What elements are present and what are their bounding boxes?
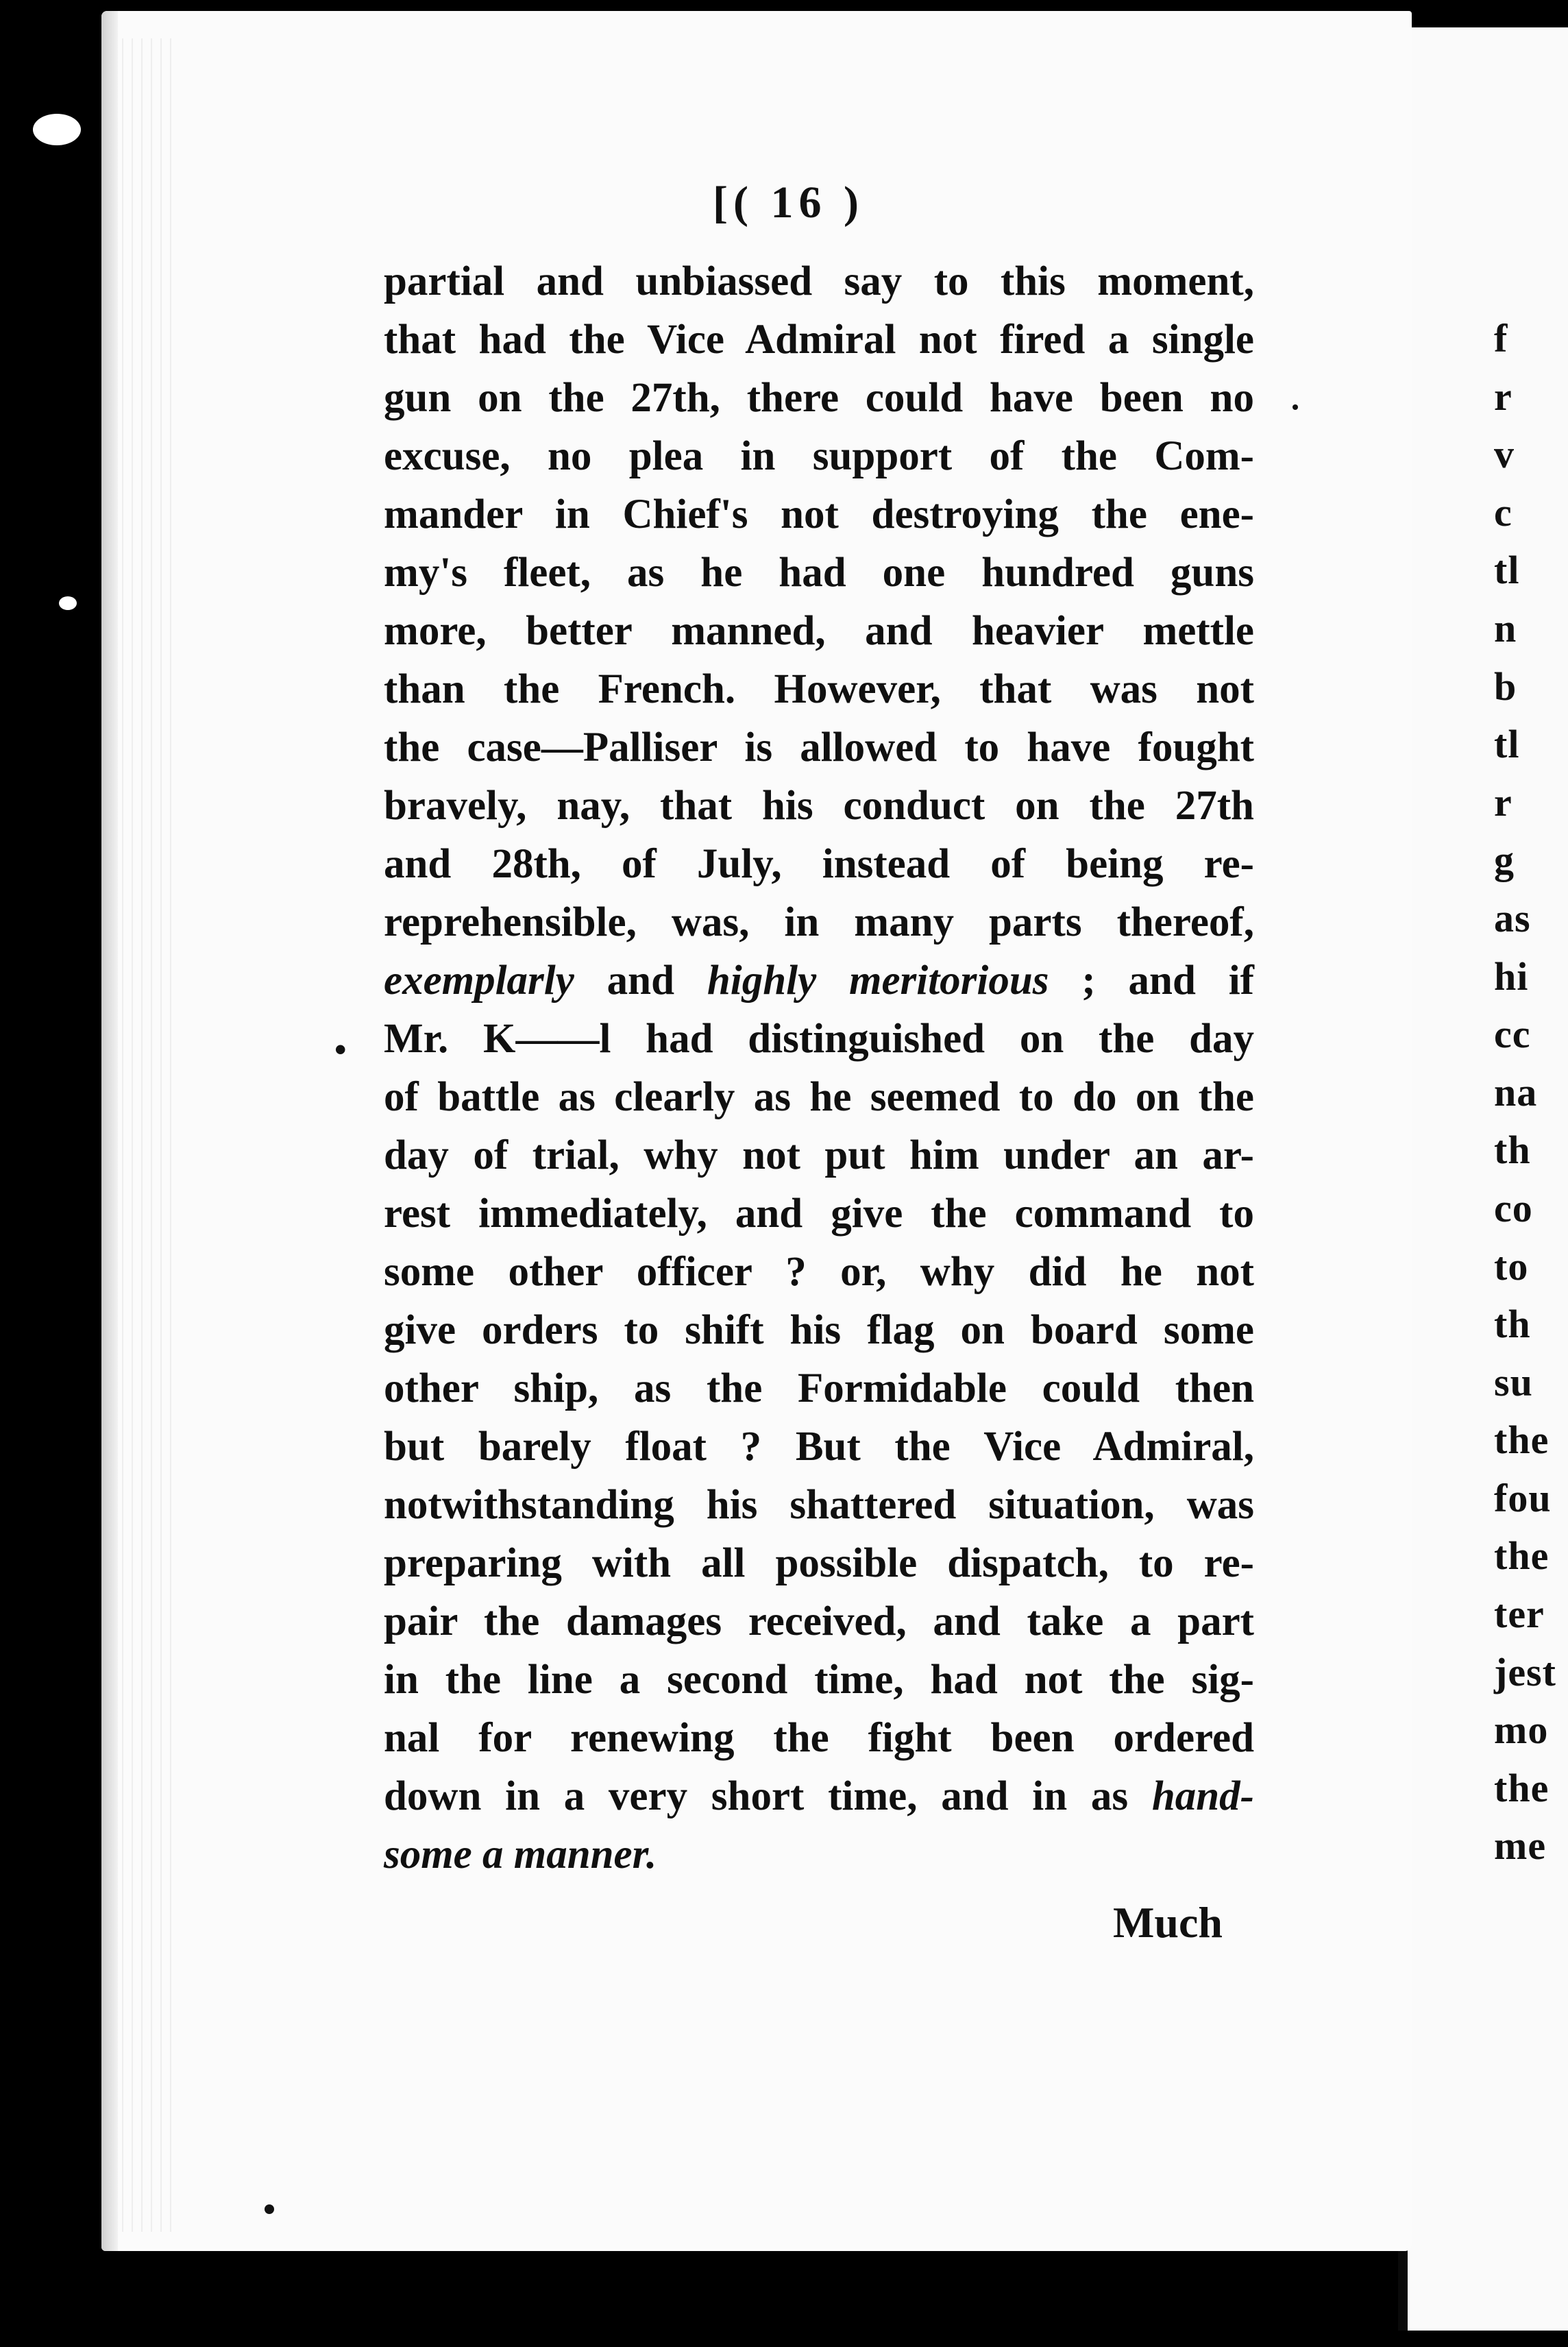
text-segment: than the French. However, that was not <box>384 666 1254 712</box>
text-line <box>384 1010 1254 1068</box>
facing-fragment: n <box>1494 605 1517 650</box>
text-segment: mander in Chief's not destroying the ene- <box>384 491 1254 537</box>
text-line <box>384 1767 1254 1825</box>
text-segment: give orders to shift his flag on board some <box>384 1307 1254 1353</box>
text-segment: gun on the 27th, there could have been no <box>384 375 1254 421</box>
facing-fragment: th <box>1494 1128 1531 1173</box>
text-segment: Mr. K——l had distinguished on the day <box>384 1016 1254 1062</box>
text-segment: and <box>574 958 707 1004</box>
text-segment: excuse, no plea in support of the Com- <box>384 433 1254 479</box>
ink-dot <box>265 2204 274 2214</box>
text-segment: but barely float ? But the Vice Admiral, <box>384 1424 1254 1470</box>
text-line <box>384 718 1254 777</box>
italic-text: exemplarly <box>384 958 574 1004</box>
text-line <box>384 252 1254 311</box>
margin-mark: • <box>334 1030 347 1069</box>
facing-fragment: cc <box>1494 1012 1531 1057</box>
facing-fragment: jest <box>1494 1649 1556 1694</box>
facing-fragment: ter <box>1494 1592 1545 1637</box>
text-segment: that had the Vice Admiral not fired a single <box>384 317 1254 363</box>
text-segment: day of trial, why not put him under an ar- <box>384 1132 1254 1178</box>
ink-dot <box>1293 404 1298 410</box>
text-segment: and 28th, of July, instead of being re- <box>384 841 1254 887</box>
text-segment: other ship, as the Formidable could then <box>384 1365 1254 1411</box>
text-segment: my's fleet, as he had one hundred guns <box>384 550 1254 596</box>
facing-fragment: r <box>1494 374 1512 419</box>
text-segment: reprehensible, was, in many parts thereof, <box>384 899 1254 945</box>
facing-fragment: r <box>1494 779 1512 825</box>
text-line <box>384 1592 1254 1651</box>
text-segment: bravely, nay, that his conduct on the 27th <box>384 783 1254 829</box>
facing-fragment: the <box>1494 1765 1549 1810</box>
text-segment: preparing with all possible dispatch, to re- <box>384 1540 1254 1586</box>
text-line <box>384 602 1254 660</box>
text-segment: more, better manned, and heavier mettle <box>384 608 1254 654</box>
facing-fragment: the <box>1494 1418 1549 1463</box>
text-segment: the case—Palliser is allowed to have fought <box>384 725 1254 770</box>
text-line <box>384 544 1254 602</box>
text-line <box>384 311 1254 369</box>
text-line <box>384 1651 1254 1709</box>
text-segment: down in a very short time, and in as <box>384 1773 1152 1819</box>
facing-fragment: the <box>1494 1533 1549 1579</box>
facing-fragment: b <box>1494 664 1517 709</box>
text-line <box>384 1243 1254 1301</box>
text-line <box>384 660 1254 718</box>
facing-fragment: me <box>1494 1823 1547 1869</box>
text-line <box>384 1184 1254 1243</box>
italic-text: highly meritorious <box>707 958 1049 1004</box>
facing-fragment: fou <box>1494 1475 1552 1520</box>
facing-fragment: co <box>1494 1185 1533 1230</box>
text-line <box>384 369 1254 427</box>
text-line <box>384 1476 1254 1534</box>
text-segment: in the line a second time, had not the sig- <box>384 1657 1254 1703</box>
text-line <box>384 951 1254 1010</box>
text-segment: of battle as clearly as he seemed to do on the <box>384 1074 1254 1120</box>
text-line <box>384 1709 1254 1767</box>
facing-page-fragments <box>1494 310 1568 1875</box>
italic-text: hand- <box>1151 1773 1254 1819</box>
page-number-header: [( 16 ) <box>713 178 864 228</box>
facing-fragment: g <box>1494 838 1515 883</box>
text-line <box>384 1534 1254 1592</box>
text-segment: some other officer ? or, why did he not <box>384 1249 1254 1295</box>
text-line <box>384 1825 1254 1884</box>
facing-fragment: v <box>1494 432 1515 477</box>
facing-fragment: f <box>1494 316 1508 361</box>
paper-speck <box>33 114 81 145</box>
text-line <box>384 1418 1254 1476</box>
facing-fragment: tl <box>1494 548 1520 593</box>
text-segment: nal for renewing the fight been ordered <box>384 1715 1254 1761</box>
italic-text: some a manner. <box>384 1832 657 1877</box>
text-line <box>384 485 1254 544</box>
paper-speck <box>59 596 77 610</box>
page-edge-shadow <box>101 11 118 2251</box>
body-text <box>384 252 1254 1884</box>
text-line <box>384 1359 1254 1418</box>
text-segment: rest immediately, and give the command to <box>384 1191 1254 1237</box>
facing-fragment: th <box>1494 1302 1531 1347</box>
catchword: Much <box>1113 1898 1223 1947</box>
facing-fragment: su <box>1494 1359 1533 1404</box>
text-segment: notwithstanding his shattered situation, was <box>384 1482 1254 1528</box>
facing-fragment: c <box>1494 489 1512 535</box>
gutter-texture <box>122 38 177 2232</box>
facing-fragment: to <box>1494 1243 1529 1289</box>
text-line <box>384 1126 1254 1184</box>
text-line <box>384 427 1254 485</box>
text-line <box>384 1301 1254 1359</box>
text-line <box>384 835 1254 893</box>
facing-fragment: tl <box>1494 722 1520 767</box>
text-segment: ; and if <box>1049 958 1254 1004</box>
facing-fragment: hi <box>1494 953 1529 999</box>
text-segment: partial and unbiassed say to this moment, <box>384 258 1254 304</box>
text-line <box>384 893 1254 951</box>
text-line <box>384 1068 1254 1126</box>
facing-fragment: as <box>1494 895 1531 940</box>
facing-fragment: mo <box>1494 1707 1549 1753</box>
facing-fragment: na <box>1494 1069 1538 1115</box>
text-segment: pair the damages received, and take a part <box>384 1598 1254 1644</box>
text-line <box>384 777 1254 835</box>
